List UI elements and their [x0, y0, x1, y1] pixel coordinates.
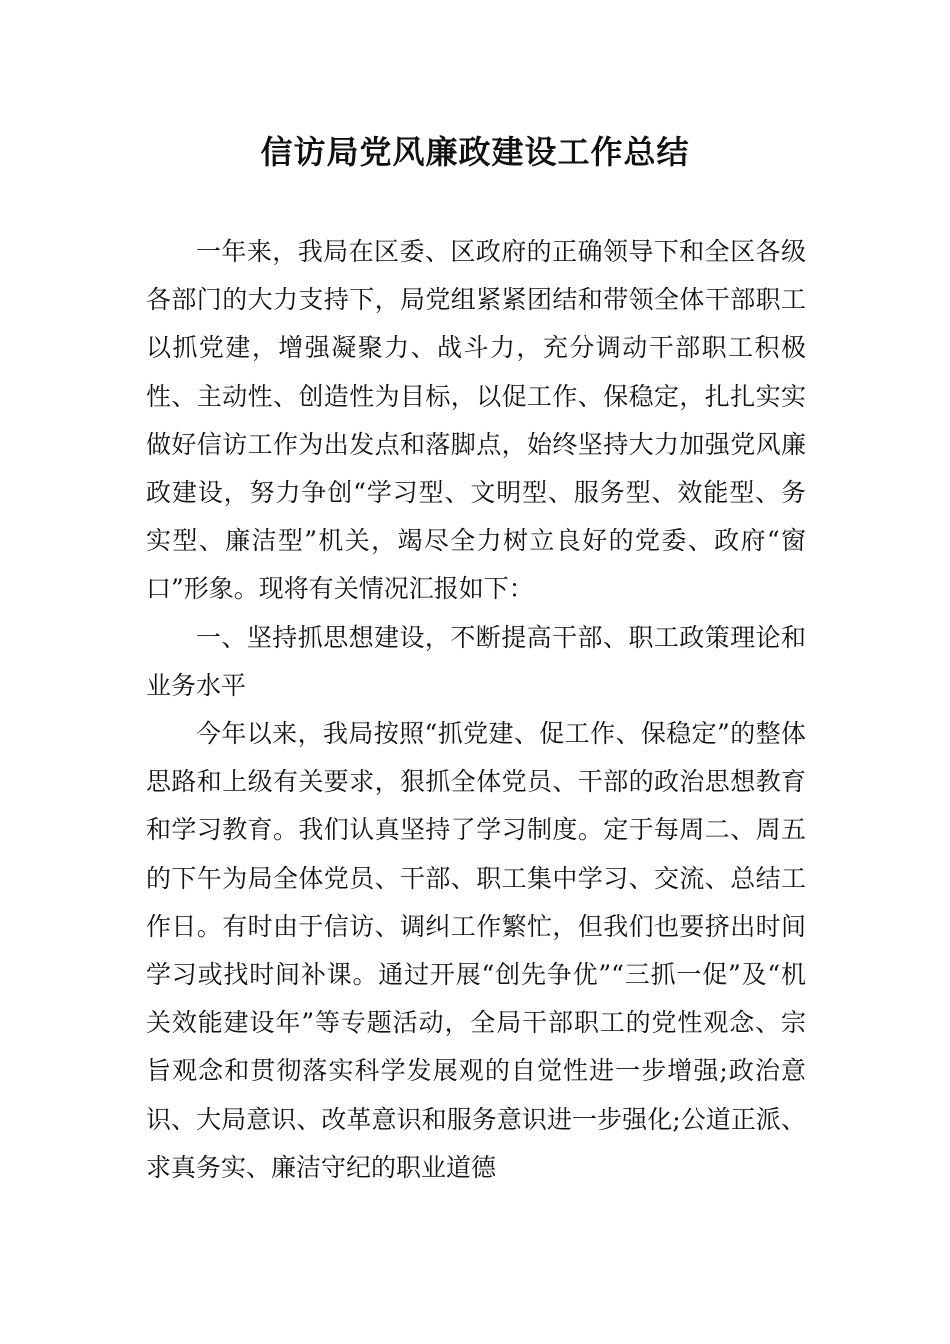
document-title: 信访局党风廉政建设工作总结 — [260, 133, 690, 171]
paragraph-section-body-1: 今年以来，我局按照“抓党建、促工作、保稳定”的整体思路和上级有关要求，狠抓全体党员、干部的政治思想教育和学习教育。我们认真坚持了学习制度。定于每周二、周五的下午为局全体党员、干部、职工集中学习、交流、总结工作日。有时由于信访、调纠工作繁忙，但我们也要挤出时间学习或找时间补课。通过开展“创先争优”“三抓一促”及“机关效能建设年”等专题活动，全局干部职工的党性观念、宗旨观念和贯彻落实科学发展观的自觉性进一步增强;政治意识、大局意识、改革意识和服务意识进一步强化;公道正派、求真务实、廉洁守纪的职业道德 — [146, 719, 806, 1182]
paragraph-intro: 一年来，我局在区委、区政府的正确领导下和全区各级各部门的大力支持下，局党组紧紧团结和带领全体干部职工以抓党建，增强凝聚力、战斗力，充分调动干部职工积极性、主动性、创造性为目标，以促工作、保稳定，扎扎实实做好信访工作为出发点和落脚点，始终坚持大力加强党风廉政建设，努力争创“学习型、文明型、服务型、效能型、务实型、廉洁型”机关，竭尽全力树立良好的党委、政府“窗口”形象。现将有关情况汇报如下： — [146, 237, 806, 604]
document-body — [146, 228, 806, 1192]
paragraph-section-heading-1: 一、坚持抓思想建设，不断提高干部、职工政策理论和业务水平 — [146, 622, 806, 700]
